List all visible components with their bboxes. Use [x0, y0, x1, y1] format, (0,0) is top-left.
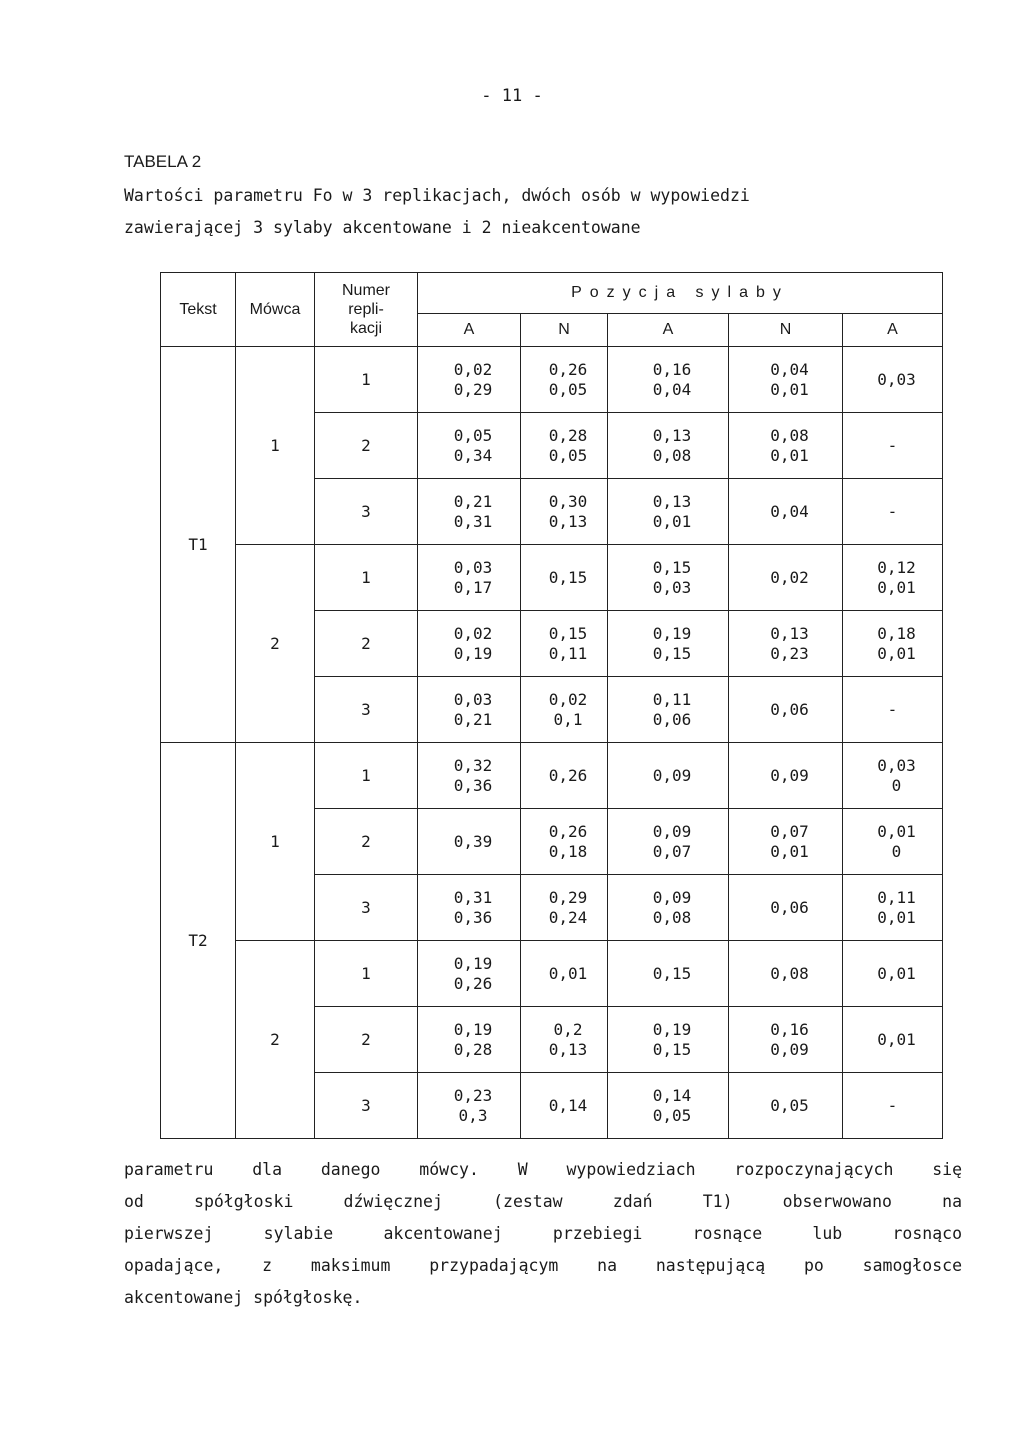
value-line: 0,05 — [770, 1095, 809, 1115]
value-line: 0,36 — [453, 775, 493, 795]
cell-value — [521, 677, 608, 743]
cell-value — [418, 809, 521, 875]
cell-value — [418, 1073, 521, 1139]
cell-tekst: T1 — [161, 347, 236, 743]
value-line: 0,08 — [770, 425, 809, 445]
value-line: 0,13 — [548, 511, 588, 531]
value-line: 0,18 — [877, 623, 916, 643]
value-line: 0,13 — [652, 425, 692, 445]
cell-tekst: T2 — [161, 743, 236, 1139]
value-line: 0,30 — [548, 491, 588, 511]
value-line: 0,34 — [453, 445, 493, 465]
value-line: 0,01 — [770, 445, 809, 465]
value-line: 0,09 — [652, 765, 692, 785]
cell-value — [608, 743, 729, 809]
value-line: 0,06 — [770, 897, 809, 917]
page-number: - 11 - — [481, 86, 543, 106]
cell-replikacja: 3 — [315, 479, 418, 545]
value-line: 0,01 — [877, 643, 916, 663]
value-line: 0,39 — [453, 831, 493, 851]
cell-value — [418, 479, 521, 545]
value-line: 0,15 — [652, 963, 692, 983]
cell-value — [608, 413, 729, 479]
cell-value — [521, 347, 608, 413]
cell-replikacja: 2 — [315, 1007, 418, 1073]
body-line: od spółgłoski dźwięcznej (zestaw zdań T1) obserwowano na — [124, 1192, 962, 1211]
value-line: 0,05 — [652, 1105, 692, 1125]
cell-value — [843, 545, 943, 611]
value-line: 0,01 — [770, 379, 809, 399]
cell-value — [843, 611, 943, 677]
cell-value — [418, 875, 521, 941]
cell-value — [418, 347, 521, 413]
value-line: 0,18 — [548, 841, 588, 861]
header-numer-line: kacji — [349, 320, 382, 337]
cell-replikacja: 1 — [315, 545, 418, 611]
cell-value — [843, 1007, 943, 1073]
value-line: 0,13 — [548, 1039, 588, 1059]
value-line: 0,01 — [877, 577, 916, 597]
header-mowca: Mówca — [236, 273, 315, 347]
cell-value — [608, 809, 729, 875]
cell-replikacja: 1 — [315, 347, 418, 413]
value-line: 0,09 — [770, 1039, 809, 1059]
cell-value — [418, 743, 521, 809]
cell-value — [608, 479, 729, 545]
value-line: 0,13 — [770, 623, 809, 643]
value-line: 0,26 — [453, 973, 493, 993]
value-line: 0,26 — [548, 765, 588, 785]
value-line: 0 — [891, 775, 902, 795]
cell-value — [521, 1073, 608, 1139]
cell-value — [521, 941, 608, 1007]
value-line: 0,02 — [770, 567, 809, 587]
cell-value — [843, 875, 943, 941]
value-line: 0,03 — [877, 755, 916, 775]
value-line: 0,24 — [548, 907, 588, 927]
value-line: - — [887, 501, 898, 521]
value-line: 0,31 — [453, 887, 493, 907]
value-line: 0,19 — [453, 1019, 493, 1039]
cell-mowca: 2 — [236, 545, 315, 743]
cell-replikacja: 1 — [315, 941, 418, 1007]
cell-value — [521, 545, 608, 611]
table-row — [161, 743, 943, 809]
value-line: 0,07 — [770, 821, 809, 841]
value-line: 0,09 — [770, 765, 809, 785]
table-caption — [124, 180, 964, 244]
header-syllable-a: A — [608, 314, 729, 347]
value-line: 0,15 — [548, 623, 588, 643]
table-row — [161, 545, 943, 611]
value-line: 0,01 — [652, 511, 692, 531]
caption-line: Wartości parametru Fo w 3 replikacjach, dwóch osób w wypowiedzi — [124, 186, 750, 205]
cell-value — [608, 1007, 729, 1073]
value-line: 0,16 — [770, 1019, 809, 1039]
cell-value — [418, 611, 521, 677]
table-header — [161, 273, 943, 347]
value-line: - — [887, 1095, 898, 1115]
value-line: 0,06 — [770, 699, 809, 719]
value-line: 0,08 — [652, 907, 692, 927]
table-label: TABELA 2 — [124, 152, 202, 171]
data-table — [160, 272, 943, 1139]
cell-value — [418, 941, 521, 1007]
value-line: 0,17 — [453, 577, 493, 597]
value-line: 0,08 — [770, 963, 809, 983]
cell-value — [418, 1007, 521, 1073]
value-line: 0,26 — [548, 821, 588, 841]
value-line: 0,05 — [453, 425, 493, 445]
body-line: akcentowanej spółgłoskę. — [124, 1288, 363, 1307]
value-line: 0,01 — [877, 821, 916, 841]
header-syllable-n: N — [521, 314, 608, 347]
cell-value — [608, 677, 729, 743]
cell-value — [418, 545, 521, 611]
value-line: 0,02 — [453, 359, 493, 379]
cell-value — [521, 479, 608, 545]
cell-value — [608, 1073, 729, 1139]
value-line: 0,15 — [652, 1039, 692, 1059]
value-line: 0,04 — [652, 379, 692, 399]
value-line: 0,2 — [553, 1019, 583, 1039]
value-line: 0 — [891, 841, 902, 861]
value-line: 0,01 — [770, 841, 809, 861]
header-syllable-a: A — [843, 314, 943, 347]
cell-mowca: 2 — [236, 941, 315, 1139]
header-numer-replikacji — [315, 273, 418, 347]
value-line: 0,01 — [877, 963, 916, 983]
cell-value — [729, 809, 843, 875]
body-paragraph — [124, 1154, 962, 1314]
cell-value — [608, 941, 729, 1007]
header-tekst: Tekst — [161, 273, 236, 347]
cell-replikacja: 2 — [315, 611, 418, 677]
value-line: 0,14 — [652, 1085, 692, 1105]
cell-replikacja: 2 — [315, 809, 418, 875]
value-line: 0,13 — [652, 491, 692, 511]
cell-value — [729, 743, 843, 809]
header-pozycja-sylaby: Pozycja sylaby — [418, 273, 943, 314]
value-line: 0,07 — [652, 841, 692, 861]
cell-replikacja: 3 — [315, 677, 418, 743]
cell-value — [729, 677, 843, 743]
value-line: 0,08 — [652, 445, 692, 465]
cell-value — [521, 743, 608, 809]
value-line: 0,04 — [770, 359, 809, 379]
value-line: 0,03 — [877, 369, 916, 389]
value-line: 0,16 — [652, 359, 692, 379]
value-line: 0,14 — [548, 1095, 588, 1115]
cell-replikacja: 2 — [315, 413, 418, 479]
cell-value — [729, 1073, 843, 1139]
value-line: 0,1 — [553, 709, 583, 729]
value-line: 0,04 — [770, 501, 809, 521]
body-line: pierwszej sylabie akcentowanej przebiegi rosnące lub rosnąco — [124, 1224, 962, 1243]
value-line: 0,09 — [652, 821, 692, 841]
value-line: 0,19 — [652, 623, 692, 643]
value-line: 0,26 — [548, 359, 588, 379]
value-line: 0,11 — [652, 689, 692, 709]
cell-mowca: 1 — [236, 347, 315, 545]
value-line: 0,29 — [453, 379, 493, 399]
cell-value — [521, 809, 608, 875]
value-line: 0,19 — [652, 1019, 692, 1039]
cell-value — [843, 1073, 943, 1139]
body-line: parametru dla danego mówcy. W wypowiedziach rozpoczynających się — [124, 1160, 962, 1179]
value-line: 0,28 — [548, 425, 588, 445]
cell-value — [608, 545, 729, 611]
value-line: 0,03 — [453, 557, 493, 577]
cell-value — [843, 413, 943, 479]
value-line: 0,01 — [877, 1029, 916, 1049]
value-line: 0,15 — [652, 643, 692, 663]
table-body — [161, 347, 943, 1139]
cell-value — [521, 413, 608, 479]
value-line: 0,11 — [877, 887, 916, 907]
cell-value — [418, 677, 521, 743]
value-line: 0,21 — [453, 709, 493, 729]
cell-value — [608, 611, 729, 677]
caption-line: zawierającej 3 sylaby akcentowane i 2 nieakcentowane — [124, 218, 641, 237]
cell-value — [843, 479, 943, 545]
cell-value — [843, 347, 943, 413]
value-line: 0,21 — [453, 491, 493, 511]
header-numer-line: Numer — [341, 282, 390, 299]
value-line: 0,15 — [548, 567, 588, 587]
value-line: 0,05 — [548, 379, 588, 399]
value-line: 0,3 — [458, 1105, 488, 1125]
cell-value — [729, 941, 843, 1007]
value-line: 0,02 — [548, 689, 588, 709]
value-line: 0,19 — [453, 643, 493, 663]
value-line: - — [887, 699, 898, 719]
value-line: 0,12 — [877, 557, 916, 577]
value-line: 0,09 — [652, 887, 692, 907]
cell-value — [843, 677, 943, 743]
cell-value — [843, 743, 943, 809]
table-row — [161, 347, 943, 413]
cell-value — [729, 347, 843, 413]
header-syllable-a: A — [418, 314, 521, 347]
cell-value — [729, 545, 843, 611]
value-line: 0,05 — [548, 445, 588, 465]
body-line: opadające, z maksimum przypadającym na następującą po samogłosce — [124, 1256, 962, 1275]
cell-value — [729, 413, 843, 479]
value-line: 0,36 — [453, 907, 493, 927]
cell-value — [521, 611, 608, 677]
cell-value — [608, 347, 729, 413]
cell-value — [608, 875, 729, 941]
cell-replikacja: 3 — [315, 1073, 418, 1139]
value-line: 0,03 — [453, 689, 493, 709]
value-line: 0,29 — [548, 887, 588, 907]
header-syllable-n: N — [729, 314, 843, 347]
value-line: 0,01 — [548, 963, 588, 983]
cell-value — [843, 941, 943, 1007]
cell-value — [418, 413, 521, 479]
table-row — [161, 941, 943, 1007]
value-line: 0,11 — [548, 643, 588, 663]
cell-replikacja: 3 — [315, 875, 418, 941]
cell-value — [521, 1007, 608, 1073]
cell-mowca: 1 — [236, 743, 315, 941]
cell-value — [729, 875, 843, 941]
value-line: 0,01 — [877, 907, 916, 927]
value-line: 0,23 — [453, 1085, 493, 1105]
cell-value — [521, 875, 608, 941]
cell-replikacja: 1 — [315, 743, 418, 809]
value-line: - — [887, 435, 898, 455]
header-numer-line: repli- — [348, 301, 384, 318]
value-line: 0,03 — [652, 577, 692, 597]
cell-value — [729, 1007, 843, 1073]
value-line: 0,02 — [453, 623, 493, 643]
value-line: 0,15 — [652, 557, 692, 577]
value-line: 0,28 — [453, 1039, 493, 1059]
value-line: 0,31 — [453, 511, 493, 531]
value-line: 0,19 — [453, 953, 493, 973]
value-line: 0,23 — [770, 643, 809, 663]
value-line: 0,06 — [652, 709, 692, 729]
value-line: 0,32 — [453, 755, 493, 775]
cell-value — [729, 611, 843, 677]
cell-value — [843, 809, 943, 875]
cell-value — [729, 479, 843, 545]
